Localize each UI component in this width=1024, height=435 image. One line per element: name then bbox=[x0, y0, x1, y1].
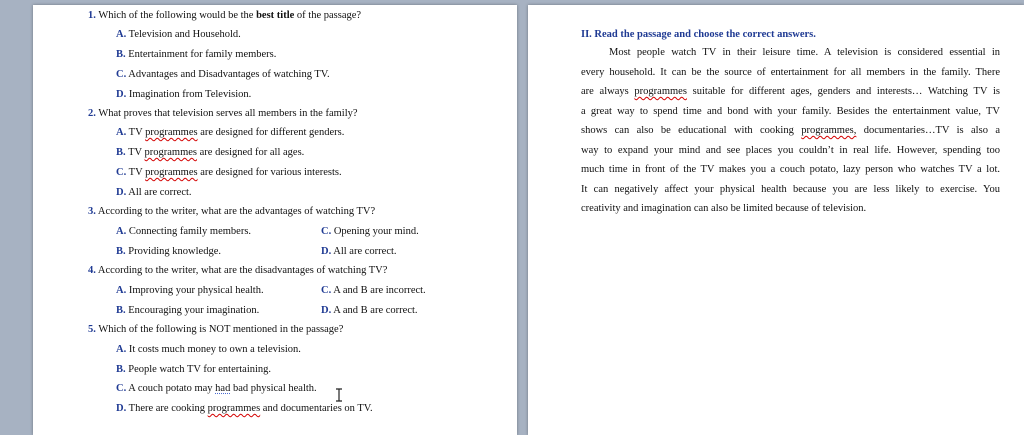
option-letter: C. bbox=[116, 167, 127, 178]
question-1 bbox=[88, 9, 361, 22]
option-letter: D. bbox=[321, 246, 332, 257]
misspelled-word: programmes bbox=[207, 403, 261, 414]
option-letter: A. bbox=[116, 226, 127, 237]
option-5c bbox=[116, 382, 317, 395]
question-number: 3. bbox=[88, 206, 96, 217]
option-2b bbox=[116, 146, 304, 159]
question-text: Which of the following is NOT mentioned in the passage? bbox=[98, 324, 344, 335]
option-letter: D. bbox=[116, 403, 127, 414]
option-letter: B. bbox=[116, 364, 126, 375]
passage-text: documentaries…TV is also a bbox=[856, 125, 1000, 136]
grammar-flagged-word: had bbox=[215, 383, 231, 394]
option-letter: B. bbox=[116, 147, 126, 158]
option-letter: C. bbox=[321, 285, 332, 296]
passage-line bbox=[581, 46, 1000, 59]
option-text: and documentaries on TV. bbox=[260, 403, 373, 414]
document-page-left bbox=[33, 5, 517, 435]
passage-text: It can negatively affect your physical health because you are less likely to exercise. You bbox=[581, 184, 1000, 195]
passage-line bbox=[581, 163, 1000, 176]
option-3d bbox=[321, 245, 397, 258]
passage-text: every household. It can be the source of entertainment for all members in the family. There bbox=[581, 67, 1000, 78]
option-text: Improving your physical health. bbox=[128, 285, 264, 296]
question-text: According to the writer, what are the advantages of watching TV? bbox=[97, 206, 376, 217]
question-text-bold: best title bbox=[256, 10, 295, 21]
question-4 bbox=[88, 264, 387, 277]
passage-text: a great way to spend time and bond with your family. Besides the entertainment value, TV bbox=[581, 106, 1000, 117]
option-letter: A. bbox=[116, 29, 127, 40]
option-text: A and B are incorrect. bbox=[333, 285, 426, 296]
option-letter: C. bbox=[321, 226, 332, 237]
option-1a bbox=[116, 28, 241, 41]
option-text: Advantages and Disadvantages of watching TV. bbox=[128, 69, 330, 80]
option-letter: B. bbox=[116, 246, 126, 257]
option-text: are designed for all ages. bbox=[197, 147, 305, 158]
option-4d bbox=[321, 304, 418, 317]
option-5a bbox=[116, 343, 301, 356]
passage-text: suitable for different ages, genders and interests… Watching TV is bbox=[686, 86, 1000, 97]
passage-line bbox=[581, 124, 1000, 137]
misspelled-word: programmes bbox=[145, 167, 198, 178]
option-5b bbox=[116, 363, 271, 376]
option-text: Opening your mind. bbox=[333, 226, 419, 237]
option-2c bbox=[116, 166, 342, 179]
option-text: All are correct. bbox=[128, 187, 192, 198]
passage-line bbox=[581, 105, 1000, 118]
misspelled-word: programmes bbox=[145, 127, 198, 138]
passage-text: much time in front of the TV makes you a couch potato, lazy person who watches TV a lot. bbox=[581, 164, 1000, 175]
option-text: TV bbox=[128, 147, 145, 158]
option-text: Imagination from Television. bbox=[128, 89, 252, 100]
option-letter: D. bbox=[116, 89, 127, 100]
question-number: 5. bbox=[88, 324, 96, 335]
option-4a bbox=[116, 284, 264, 297]
option-text: are designed for various interests. bbox=[197, 167, 342, 178]
option-text: There are cooking bbox=[128, 403, 208, 414]
passage-line bbox=[581, 183, 1000, 196]
option-5d bbox=[116, 402, 373, 415]
option-4b bbox=[116, 304, 259, 317]
passage-text: Most people watch TV in their leisure time. A television is considered essential in bbox=[609, 47, 1000, 58]
question-number: 2. bbox=[88, 108, 96, 119]
option-letter: C. bbox=[116, 383, 127, 394]
option-2a bbox=[116, 126, 344, 139]
question-text: of the passage? bbox=[294, 10, 362, 21]
option-text: Connecting family members. bbox=[128, 226, 252, 237]
passage-text: way to expand your mind and see places you couldn’t in real life. However, spending too bbox=[581, 145, 1000, 156]
passage-line bbox=[581, 66, 1000, 79]
option-text: bad physical health. bbox=[230, 383, 317, 394]
question-3 bbox=[88, 205, 375, 218]
option-1c bbox=[116, 68, 330, 81]
option-text: TV bbox=[128, 127, 146, 138]
option-text: Encouraging your imagination. bbox=[128, 305, 260, 316]
option-4c bbox=[321, 284, 426, 297]
option-3c bbox=[321, 225, 419, 238]
option-text: are designed for different genders. bbox=[197, 127, 345, 138]
passage-line bbox=[581, 202, 1000, 215]
misspelled-word: programmes bbox=[634, 86, 687, 97]
option-1d bbox=[116, 88, 251, 101]
option-text: It costs much money to own a television. bbox=[128, 344, 301, 355]
option-letter: A. bbox=[116, 285, 127, 296]
option-2d bbox=[116, 186, 192, 199]
option-text: Providing knowledge. bbox=[128, 246, 222, 257]
option-1b bbox=[116, 48, 276, 61]
question-text: What proves that television serves all members in the family? bbox=[98, 108, 358, 119]
option-text: TV bbox=[128, 167, 146, 178]
question-text: Which of the following would be the bbox=[98, 10, 257, 21]
misspelled-word: programmes, bbox=[801, 125, 857, 136]
option-letter: C. bbox=[116, 69, 127, 80]
question-text: According to the writer, what are the disadvantages of watching TV? bbox=[97, 265, 388, 276]
option-text: All are correct. bbox=[333, 246, 397, 257]
passage-text: shows can also be educational with cooking bbox=[581, 125, 802, 136]
passage-text: creativity and imagination can also be limited because of television. bbox=[581, 203, 867, 214]
question-number: 1. bbox=[88, 10, 96, 21]
document-page-right bbox=[528, 5, 1024, 435]
passage-text: are always bbox=[581, 86, 635, 97]
passage-line bbox=[581, 144, 1000, 157]
option-letter: A. bbox=[116, 127, 127, 138]
option-text: A and B are correct. bbox=[333, 305, 418, 316]
option-letter: B. bbox=[116, 49, 126, 60]
option-text: A couch potato may bbox=[128, 383, 216, 394]
section-heading: II. Read the passage and choose the correct answers. bbox=[581, 29, 816, 40]
option-letter: B. bbox=[116, 305, 126, 316]
option-letter: A. bbox=[116, 344, 127, 355]
text-cursor-icon bbox=[335, 388, 343, 402]
option-text: Entertainment for family members. bbox=[128, 49, 277, 60]
question-number: 4. bbox=[88, 265, 96, 276]
misspelled-word: programmes bbox=[144, 147, 198, 158]
passage-line bbox=[581, 85, 1000, 98]
option-text: Television and Household. bbox=[128, 29, 241, 40]
option-letter: D. bbox=[321, 305, 332, 316]
option-3b bbox=[116, 245, 221, 258]
question-5 bbox=[88, 323, 343, 336]
option-text: People watch TV for entertaining. bbox=[128, 364, 272, 375]
option-letter: D. bbox=[116, 187, 127, 198]
option-3a bbox=[116, 225, 251, 238]
question-2 bbox=[88, 107, 358, 120]
